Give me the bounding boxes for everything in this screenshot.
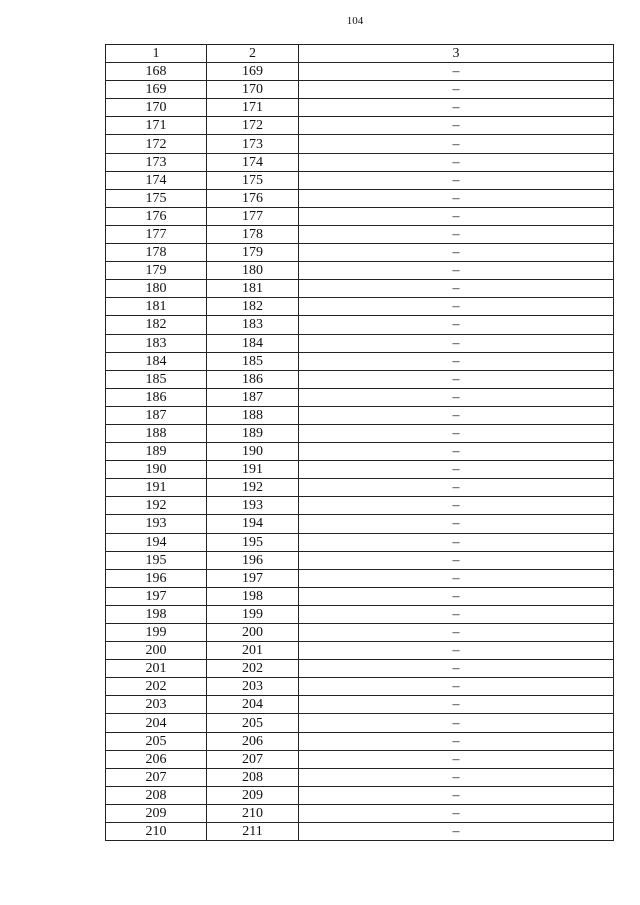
- table-cell-col-1: 196: [106, 569, 207, 587]
- table-cell-col-2: 204: [207, 696, 299, 714]
- table-row: [106, 515, 614, 533]
- table-row: [106, 732, 614, 750]
- table-row: [106, 388, 614, 406]
- table-row: [106, 316, 614, 334]
- table-cell-col-2: 188: [207, 406, 299, 424]
- table-cell-col-1: 197: [106, 587, 207, 605]
- table-row: [106, 63, 614, 81]
- table-cell-col-2: 197: [207, 569, 299, 587]
- table-cell-col-3: –: [299, 732, 614, 750]
- table-row: [106, 334, 614, 352]
- table-cell-col-1: 195: [106, 551, 207, 569]
- table-cell-col-2: 190: [207, 443, 299, 461]
- table-cell-col-1: 187: [106, 406, 207, 424]
- table-cell-col-3: –: [299, 804, 614, 822]
- table-cell-col-3: –: [299, 750, 614, 768]
- table-cell-col-3: –: [299, 406, 614, 424]
- table-row: [106, 804, 614, 822]
- table-cell-col-3: –: [299, 81, 614, 99]
- table-cell-col-3: –: [299, 99, 614, 117]
- table-row: [106, 262, 614, 280]
- table-cell-col-1: 191: [106, 479, 207, 497]
- table-row: [106, 786, 614, 804]
- table-cell-col-3: –: [299, 316, 614, 334]
- table-cell-col-1: 180: [106, 280, 207, 298]
- table-cell-col-2: 196: [207, 551, 299, 569]
- table-row: [106, 153, 614, 171]
- table-row: [106, 642, 614, 660]
- table-cell-col-3: –: [299, 207, 614, 225]
- table-cell-col-1: 205: [106, 732, 207, 750]
- table-cell-col-2: 170: [207, 81, 299, 99]
- table-cell-col-1: 176: [106, 207, 207, 225]
- table-row: [106, 624, 614, 642]
- table-row: [106, 406, 614, 424]
- table-cell-col-1: 188: [106, 424, 207, 442]
- table-cell-col-2: 199: [207, 605, 299, 623]
- table-cell-col-3: –: [299, 63, 614, 81]
- table-cell-col-3: –: [299, 624, 614, 642]
- table-cell-col-2: 181: [207, 280, 299, 298]
- table-row: [106, 461, 614, 479]
- table-row: [106, 678, 614, 696]
- table-cell-col-2: 191: [207, 461, 299, 479]
- table-cell-col-3: –: [299, 714, 614, 732]
- table-cell-col-1: 183: [106, 334, 207, 352]
- table-cell-col-3: –: [299, 696, 614, 714]
- table-row: [106, 768, 614, 786]
- table-cell-col-3: –: [299, 515, 614, 533]
- header-row: [106, 45, 614, 63]
- table-row: [106, 696, 614, 714]
- table-row: [106, 280, 614, 298]
- table-cell-col-3: –: [299, 642, 614, 660]
- table-cell-col-2: 171: [207, 99, 299, 117]
- table-cell-col-3: –: [299, 461, 614, 479]
- table-cell-col-2: 184: [207, 334, 299, 352]
- data-table: [105, 44, 614, 841]
- table-cell-col-3: –: [299, 298, 614, 316]
- column-header-1: 1: [106, 45, 207, 63]
- table-cell-col-2: 189: [207, 424, 299, 442]
- table-cell-col-2: 187: [207, 388, 299, 406]
- table-row: [106, 551, 614, 569]
- table-cell-col-1: 186: [106, 388, 207, 406]
- table-cell-col-1: 181: [106, 298, 207, 316]
- table-cell-col-3: –: [299, 660, 614, 678]
- table-cell-col-3: –: [299, 605, 614, 623]
- table-row: [106, 135, 614, 153]
- table-cell-col-1: 198: [106, 605, 207, 623]
- page-number: 104: [346, 15, 364, 27]
- table-cell-col-3: –: [299, 135, 614, 153]
- table-row: [106, 244, 614, 262]
- table-cell-col-3: –: [299, 244, 614, 262]
- table-cell-col-2: 201: [207, 642, 299, 660]
- table-cell-col-1: 168: [106, 63, 207, 81]
- table-cell-col-2: 176: [207, 189, 299, 207]
- table-cell-col-3: –: [299, 424, 614, 442]
- table-cell-col-3: –: [299, 153, 614, 171]
- table-cell-col-3: –: [299, 352, 614, 370]
- table-cell-col-3: –: [299, 551, 614, 569]
- table-cell-col-2: 172: [207, 117, 299, 135]
- table-cell-col-3: –: [299, 262, 614, 280]
- table-cell-col-2: 185: [207, 352, 299, 370]
- table-cell-col-3: –: [299, 479, 614, 497]
- table-cell-col-3: –: [299, 225, 614, 243]
- table-cell-col-1: 193: [106, 515, 207, 533]
- table-cell-col-1: 185: [106, 370, 207, 388]
- table-cell-col-1: 182: [106, 316, 207, 334]
- table-row: [106, 424, 614, 442]
- table-cell-col-1: 174: [106, 171, 207, 189]
- table-cell-col-2: 180: [207, 262, 299, 280]
- table-cell-col-2: 210: [207, 804, 299, 822]
- table-cell-col-3: –: [299, 280, 614, 298]
- table-cell-col-2: 177: [207, 207, 299, 225]
- table-row: [106, 569, 614, 587]
- table-cell-col-2: 198: [207, 587, 299, 605]
- table-cell-col-2: 205: [207, 714, 299, 732]
- table-row: [106, 171, 614, 189]
- table-row: [106, 189, 614, 207]
- table-row: [106, 225, 614, 243]
- table-cell-col-1: 202: [106, 678, 207, 696]
- table-row: [106, 587, 614, 605]
- table-row: [106, 823, 614, 841]
- table-cell-col-3: –: [299, 334, 614, 352]
- table-row: [106, 660, 614, 678]
- table-cell-col-3: –: [299, 189, 614, 207]
- table-cell-col-2: 200: [207, 624, 299, 642]
- table-row: [106, 117, 614, 135]
- table-cell-col-2: 195: [207, 533, 299, 551]
- table-cell-col-3: –: [299, 569, 614, 587]
- table-cell-col-3: –: [299, 786, 614, 804]
- table-row: [106, 207, 614, 225]
- table-cell-col-2: 174: [207, 153, 299, 171]
- table-cell-col-3: –: [299, 533, 614, 551]
- table-row: [106, 81, 614, 99]
- table-cell-col-1: 171: [106, 117, 207, 135]
- table-cell-col-2: 202: [207, 660, 299, 678]
- table-cell-col-3: –: [299, 823, 614, 841]
- table-cell-col-2: 173: [207, 135, 299, 153]
- table-cell-col-2: 194: [207, 515, 299, 533]
- table-cell-col-2: 175: [207, 171, 299, 189]
- column-header-3: 3: [299, 45, 614, 63]
- table-cell-col-1: 169: [106, 81, 207, 99]
- table-cell-col-1: 173: [106, 153, 207, 171]
- table-row: [106, 99, 614, 117]
- table-cell-col-2: 209: [207, 786, 299, 804]
- table-cell-col-1: 210: [106, 823, 207, 841]
- table-cell-col-1: 172: [106, 135, 207, 153]
- table-cell-col-1: 184: [106, 352, 207, 370]
- table-cell-col-1: 170: [106, 99, 207, 117]
- table-cell-col-1: 209: [106, 804, 207, 822]
- table-row: [106, 298, 614, 316]
- table-cell-col-1: 190: [106, 461, 207, 479]
- table-row: [106, 750, 614, 768]
- table-cell-col-1: 178: [106, 244, 207, 262]
- table-cell-col-2: 206: [207, 732, 299, 750]
- table-cell-col-1: 203: [106, 696, 207, 714]
- table-cell-col-2: 178: [207, 225, 299, 243]
- table-row: [106, 714, 614, 732]
- table-cell-col-2: 182: [207, 298, 299, 316]
- table-cell-col-1: 177: [106, 225, 207, 243]
- table-cell-col-2: 207: [207, 750, 299, 768]
- table-cell-col-3: –: [299, 678, 614, 696]
- table-row: [106, 370, 614, 388]
- table-cell-col-3: –: [299, 388, 614, 406]
- table-cell-col-1: 201: [106, 660, 207, 678]
- table-cell-col-1: 175: [106, 189, 207, 207]
- table-row: [106, 533, 614, 551]
- table-cell-col-1: 179: [106, 262, 207, 280]
- table-row: [106, 479, 614, 497]
- table-cell-col-3: –: [299, 587, 614, 605]
- table-row: [106, 497, 614, 515]
- table-row: [106, 352, 614, 370]
- table-cell-col-2: 179: [207, 244, 299, 262]
- table-cell-col-3: –: [299, 370, 614, 388]
- column-header-2: 2: [207, 45, 299, 63]
- table-cell-col-1: 208: [106, 786, 207, 804]
- table-cell-col-1: 189: [106, 443, 207, 461]
- table-cell-col-2: 211: [207, 823, 299, 841]
- table-cell-col-1: 194: [106, 533, 207, 551]
- table-cell-col-3: –: [299, 768, 614, 786]
- table-cell-col-1: 199: [106, 624, 207, 642]
- table-cell-col-3: –: [299, 443, 614, 461]
- table-cell-col-2: 192: [207, 479, 299, 497]
- table-cell-col-2: 183: [207, 316, 299, 334]
- table-body: [106, 63, 614, 841]
- table-cell-col-2: 203: [207, 678, 299, 696]
- table-cell-col-3: –: [299, 497, 614, 515]
- table-cell-col-3: –: [299, 117, 614, 135]
- table-cell-col-1: 204: [106, 714, 207, 732]
- table-cell-col-2: 169: [207, 63, 299, 81]
- table-cell-col-2: 186: [207, 370, 299, 388]
- table-cell-col-1: 192: [106, 497, 207, 515]
- table-cell-col-1: 207: [106, 768, 207, 786]
- table-row: [106, 443, 614, 461]
- table-cell-col-3: –: [299, 171, 614, 189]
- table-cell-col-2: 208: [207, 768, 299, 786]
- table-cell-col-1: 206: [106, 750, 207, 768]
- table-cell-col-1: 200: [106, 642, 207, 660]
- table-row: [106, 605, 614, 623]
- table-cell-col-2: 193: [207, 497, 299, 515]
